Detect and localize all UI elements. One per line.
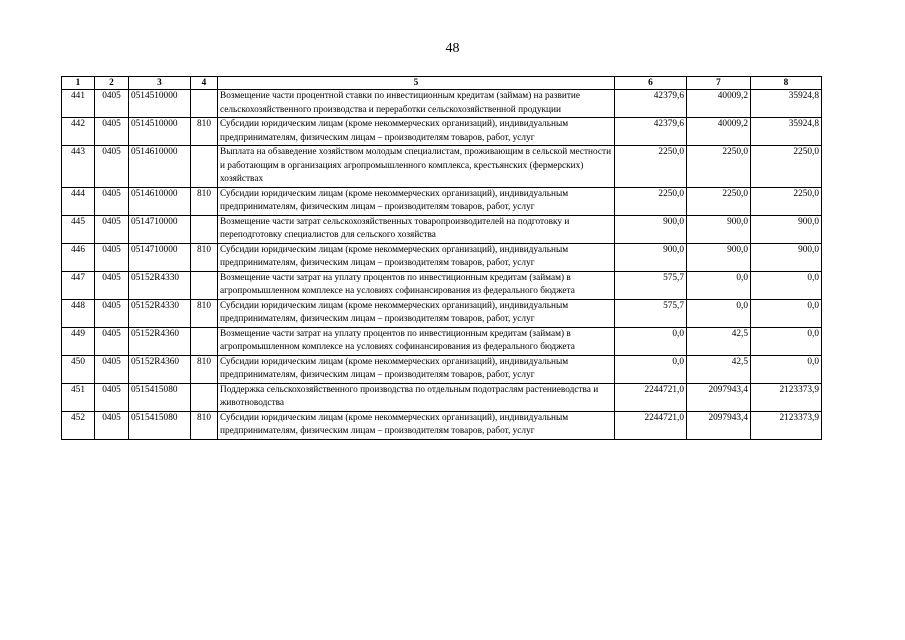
section-code-cell: 0405	[95, 355, 129, 383]
expense-type-cell	[191, 327, 218, 355]
table-row	[62, 187, 822, 215]
table-row	[62, 271, 822, 299]
amount-cell: 2250,0	[687, 187, 751, 215]
description-cell: Субсидии юридическим лицам (кроме некоммерческих организаций), индивидуальным предпринимателям, физическим лицам – производителям товаров, работ, услуг	[218, 299, 615, 327]
target-article-cell: 0514710000	[129, 243, 191, 271]
table-row	[62, 118, 822, 146]
section-code-cell: 0405	[95, 146, 129, 188]
amount-cell: 900,0	[615, 243, 687, 271]
amount-cell: 40009,2	[687, 118, 751, 146]
description-cell: Возмещение части затрат на уплату процентов по инвестиционным кредитам (займам) в агропромышленном комплексе на условиях софинансирования из федерального бюджета	[218, 271, 615, 299]
section-code-cell: 0405	[95, 243, 129, 271]
table-row	[62, 383, 822, 411]
amount-cell: 900,0	[615, 215, 687, 243]
amount-cell: 2097943,4	[687, 383, 751, 411]
table-row	[62, 146, 822, 188]
expense-type-cell	[191, 271, 218, 299]
expense-type-cell: 810	[191, 187, 218, 215]
amount-cell: 2250,0	[615, 146, 687, 188]
expense-type-cell	[191, 146, 218, 188]
table-row	[62, 243, 822, 271]
amount-cell: 42,5	[687, 327, 751, 355]
row-number-cell: 446	[62, 243, 95, 271]
target-article-cell: 05152R4360	[129, 327, 191, 355]
amount-cell: 900,0	[751, 215, 822, 243]
row-number-cell: 447	[62, 271, 95, 299]
section-code-cell: 0405	[95, 215, 129, 243]
amount-cell: 2244721,0	[615, 383, 687, 411]
target-article-cell: 0514710000	[129, 215, 191, 243]
row-number-cell: 451	[62, 383, 95, 411]
column-header: 2	[95, 77, 129, 90]
column-header: 8	[751, 77, 822, 90]
description-cell: Субсидии юридическим лицам (кроме некоммерческих организаций), индивидуальным предпринимателям, физическим лицам – производителям товаров, работ, услуг	[218, 118, 615, 146]
target-article-cell: 0514510000	[129, 118, 191, 146]
amount-cell: 2097943,4	[687, 411, 751, 439]
expense-type-cell	[191, 90, 218, 118]
row-number-cell: 441	[62, 90, 95, 118]
amount-cell: 2250,0	[751, 187, 822, 215]
target-article-cell: 0514610000	[129, 187, 191, 215]
description-cell: Субсидии юридическим лицам (кроме некоммерческих организаций), индивидуальным предпринимателям, физическим лицам – производителям товаров, работ, услуг	[218, 187, 615, 215]
amount-cell: 0,0	[751, 299, 822, 327]
amount-cell: 2123373,9	[751, 383, 822, 411]
amount-cell: 2250,0	[751, 146, 822, 188]
expense-type-cell: 810	[191, 299, 218, 327]
amount-cell: 42379,6	[615, 90, 687, 118]
amount-cell: 0,0	[751, 355, 822, 383]
description-cell: Поддержка сельскохозяйственного производства по отдельным подотраслям растениеводства и животноводства	[218, 383, 615, 411]
row-number-cell: 452	[62, 411, 95, 439]
target-article-cell: 05152R4330	[129, 299, 191, 327]
table-row	[62, 90, 822, 118]
column-header: 7	[687, 77, 751, 90]
section-code-cell: 0405	[95, 327, 129, 355]
expense-type-cell: 810	[191, 118, 218, 146]
expense-type-cell	[191, 383, 218, 411]
target-article-cell: 0515415080	[129, 383, 191, 411]
target-article-cell: 05152R4360	[129, 355, 191, 383]
amount-cell: 2123373,9	[751, 411, 822, 439]
target-article-cell: 0515415080	[129, 411, 191, 439]
amount-cell: 40009,2	[687, 90, 751, 118]
section-code-cell: 0405	[95, 90, 129, 118]
amount-cell: 2244721,0	[615, 411, 687, 439]
column-header: 5	[218, 77, 615, 90]
description-cell: Выплата на обзаведение хозяйством молодым специалистам, проживающим в сельской местности и работающим в организациях агропромышленного комплекса, крестьянских (фермерских) хозяйствах	[218, 146, 615, 188]
row-number-cell: 449	[62, 327, 95, 355]
amount-cell: 2250,0	[687, 146, 751, 188]
expense-type-cell: 810	[191, 355, 218, 383]
column-header: 4	[191, 77, 218, 90]
section-code-cell: 0405	[95, 271, 129, 299]
amount-cell: 900,0	[687, 215, 751, 243]
table-row	[62, 327, 822, 355]
table-header-row	[62, 77, 822, 90]
row-number-cell: 443	[62, 146, 95, 188]
description-cell: Возмещение части затрат на уплату процентов по инвестиционным кредитам (займам) в агропромышленном комплексе на условиях софинансирования из федерального бюджета	[218, 327, 615, 355]
amount-cell: 2250,0	[615, 187, 687, 215]
amount-cell: 42,5	[687, 355, 751, 383]
description-cell: Субсидии юридическим лицам (кроме некоммерческих организаций), индивидуальным предпринимателям, физическим лицам – производителям товаров, работ, услуг	[218, 355, 615, 383]
section-code-cell: 0405	[95, 383, 129, 411]
target-article-cell: 0514610000	[129, 146, 191, 188]
section-code-cell: 0405	[95, 187, 129, 215]
amount-cell: 575,7	[615, 271, 687, 299]
amount-cell: 0,0	[615, 327, 687, 355]
amount-cell: 35924,8	[751, 90, 822, 118]
amount-cell: 0,0	[751, 271, 822, 299]
amount-cell: 0,0	[687, 271, 751, 299]
description-cell: Субсидии юридическим лицам (кроме некоммерческих организаций), индивидуальным предпринимателям, физическим лицам – производителям товаров, работ, услуг	[218, 411, 615, 439]
description-cell: Возмещение части затрат сельскохозяйственных товаропроизводителей на подготовку и переподготовку специалистов для сельского хозяйства	[218, 215, 615, 243]
section-code-cell: 0405	[95, 411, 129, 439]
row-number-cell: 448	[62, 299, 95, 327]
column-header: 6	[615, 77, 687, 90]
column-header: 3	[129, 77, 191, 90]
amount-cell: 0,0	[751, 327, 822, 355]
section-code-cell: 0405	[95, 299, 129, 327]
row-number-cell: 450	[62, 355, 95, 383]
description-cell: Субсидии юридическим лицам (кроме некоммерческих организаций), индивидуальным предпринимателям, физическим лицам – производителям товаров, работ, услуг	[218, 243, 615, 271]
expense-type-cell	[191, 215, 218, 243]
target-article-cell: 0514510000	[129, 90, 191, 118]
amount-cell: 0,0	[615, 355, 687, 383]
table-row	[62, 355, 822, 383]
target-article-cell: 05152R4330	[129, 271, 191, 299]
table-row	[62, 215, 822, 243]
table-row	[62, 411, 822, 439]
row-number-cell: 445	[62, 215, 95, 243]
column-header: 1	[62, 77, 95, 90]
amount-cell: 575,7	[615, 299, 687, 327]
row-number-cell: 442	[62, 118, 95, 146]
table-body	[62, 90, 822, 440]
amount-cell: 900,0	[751, 243, 822, 271]
amount-cell: 900,0	[687, 243, 751, 271]
amount-cell: 0,0	[687, 299, 751, 327]
budget-table	[61, 76, 822, 440]
amount-cell: 35924,8	[751, 118, 822, 146]
amount-cell: 42379,6	[615, 118, 687, 146]
expense-type-cell: 810	[191, 243, 218, 271]
table-row	[62, 299, 822, 327]
description-cell: Возмещение части процентной ставки по инвестиционным кредитам (займам) на развитие сельскохозяйственного производства и переработки сельскохозяйственной продукции	[218, 90, 615, 118]
section-code-cell: 0405	[95, 118, 129, 146]
expense-type-cell: 810	[191, 411, 218, 439]
row-number-cell: 444	[62, 187, 95, 215]
page-number: 48	[445, 41, 460, 56]
